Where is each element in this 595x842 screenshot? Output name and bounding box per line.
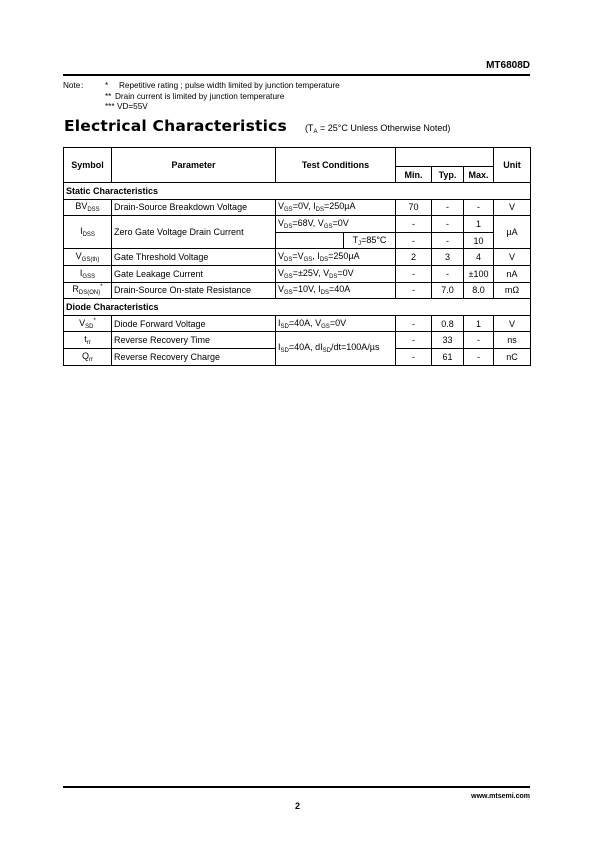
parameter-cell: Zero Gate Voltage Drain Current	[112, 216, 276, 249]
condition-cell: $V_{GS}=\pm 25V$, $V_{DS}=0V$	[276, 265, 396, 282]
page-number: 2	[294, 801, 300, 811]
header-unit: Unit	[494, 148, 531, 183]
table-row	[64, 315, 531, 332]
cond-rest: = 25°C Unless Otherwise Noted)	[317, 123, 451, 133]
symbol-cell: $R_{DS(ON)}^*$	[64, 282, 112, 299]
table-row	[64, 282, 531, 299]
unit-cell: nC	[494, 348, 531, 365]
typ-cell: 61	[432, 348, 464, 365]
typ-cell: 3	[432, 249, 464, 266]
footer-url: www.mtsemi.com	[471, 793, 530, 800]
condition-cell: $I_{SD}=40A$, $dI_{SD}/dt=100A/\mu s$	[276, 332, 396, 365]
max-cell: -	[464, 199, 494, 216]
static-section-title: Static Characteristics	[64, 183, 531, 200]
electrical-characteristics-table	[63, 147, 531, 366]
symbol-cell: $V_{GS(th)}$	[64, 249, 112, 266]
header-parameter: Parameter	[112, 148, 276, 183]
note-mark: **	[105, 91, 112, 101]
typ-cell: -	[432, 199, 464, 216]
unit-cell: V	[494, 199, 531, 216]
parameter-cell: Diode Forward Voltage	[112, 315, 276, 332]
condition-cell: $V_{GS}=10V$, $I_{DS}=40A$	[276, 282, 396, 299]
parameter-cell: Gate Leakage Current	[112, 265, 276, 282]
max-cell: ±100	[464, 265, 494, 282]
section-title: Electrical Characteristics	[64, 117, 287, 135]
min-cell: 70	[396, 199, 432, 216]
section-conditions	[305, 123, 450, 135]
note-row	[63, 81, 340, 92]
table-row	[64, 216, 531, 233]
note-lead-spacer	[63, 102, 105, 113]
unit-cell: V	[494, 315, 531, 332]
note-row	[63, 102, 340, 113]
header-divider	[63, 74, 530, 76]
unit-cell: mΩ	[494, 282, 531, 299]
table-row	[64, 265, 531, 282]
max-cell: -	[464, 348, 494, 365]
cond-open: (T	[304, 123, 314, 133]
note-text: VD=55V	[117, 102, 148, 112]
section-heading	[64, 117, 450, 135]
table-row	[64, 332, 531, 349]
symbol-cell: $V_{SD}^*$	[64, 315, 112, 332]
footer-divider	[63, 786, 530, 788]
typ-cell: 7.0	[432, 282, 464, 299]
parameter-cell: Reverse Recovery Time	[112, 332, 276, 349]
symbol-cell: $Q_{rr}$	[64, 348, 112, 365]
note-text: Repetitive rating ; pulse width limited by junction temperature	[119, 81, 340, 90]
condition-blank-cell	[276, 232, 344, 249]
header-max: Max.	[464, 167, 494, 183]
condition-cell: $V_{GS}=0V$, $I_{DS}=250\mu A$	[276, 199, 396, 216]
min-cell: -	[396, 216, 432, 233]
condition-subcell: $T_J=85^\circ C$	[344, 232, 396, 249]
symbol-cell: $t_{rr}$	[64, 332, 112, 349]
header-min: Min.	[396, 167, 432, 183]
unit-cell: ns	[494, 332, 531, 349]
parameter-cell: Reverse Recovery Charge	[112, 348, 276, 365]
typ-cell: 0.8	[432, 315, 464, 332]
parameter-cell: Gate Threshold Voltage	[112, 249, 276, 266]
note-mark: ***	[105, 102, 115, 112]
note-row	[63, 92, 340, 103]
table-row	[64, 199, 531, 216]
note-lead: Note：	[63, 81, 89, 90]
condition-cell: $I_{SD}=40A$, $V_{GS}=0V$	[276, 315, 396, 332]
part-number: MT6808D	[486, 60, 530, 71]
max-cell: 1	[464, 216, 494, 233]
unit-cell: V	[494, 249, 531, 266]
typ-cell: 33	[432, 332, 464, 349]
header-test-conditions: Test Conditions	[276, 148, 396, 183]
condition-cell: $V_{DS}=68V$, $V_{GS}=0V$	[276, 216, 396, 233]
max-cell: -	[464, 332, 494, 349]
typ-cell: -	[432, 265, 464, 282]
min-cell: -	[396, 348, 432, 365]
min-cell: -	[396, 332, 432, 349]
condition-cell: $V_{DS}=V_{GS}$, $I_{DS}=250\mu A$	[276, 249, 396, 266]
table-row	[64, 249, 531, 266]
header-symbol: Symbol	[64, 148, 112, 183]
note-mark: *	[105, 81, 109, 90]
symbol-cell: $I_{DSS}$	[64, 216, 112, 249]
unit-cell: nA	[494, 265, 531, 282]
max-cell: 8.0	[464, 282, 494, 299]
header-limits-blank	[396, 148, 494, 167]
min-cell: -	[396, 282, 432, 299]
max-cell: 1	[464, 315, 494, 332]
symbol-cell: $BV_{DSS}$	[64, 199, 112, 216]
parameter-cell: Drain-Source On-state Resistance	[112, 282, 276, 299]
diode-section-title: Diode Characteristics	[64, 299, 531, 316]
note-lead-spacer	[63, 92, 105, 103]
max-cell: 4	[464, 249, 494, 266]
typ-cell: -	[432, 216, 464, 233]
parameter-cell: Drain-Source Breakdown Voltage	[112, 199, 276, 216]
typ-cell: -	[432, 232, 464, 249]
min-cell: -	[396, 232, 432, 249]
table-header-row	[64, 148, 531, 167]
section-row	[64, 299, 531, 316]
note-text: Drain current is limited by junction temperature	[115, 91, 285, 101]
min-cell: -	[396, 315, 432, 332]
unit-cell: µA	[494, 216, 531, 249]
notes-block	[63, 81, 340, 113]
cond-sub: A	[313, 129, 318, 135]
min-cell: -	[396, 265, 432, 282]
symbol-cell: $I_{GSS}$	[64, 265, 112, 282]
max-cell: 10	[464, 232, 494, 249]
min-cell: 2	[396, 249, 432, 266]
header-typ: Typ.	[432, 167, 464, 183]
section-row	[64, 183, 531, 200]
